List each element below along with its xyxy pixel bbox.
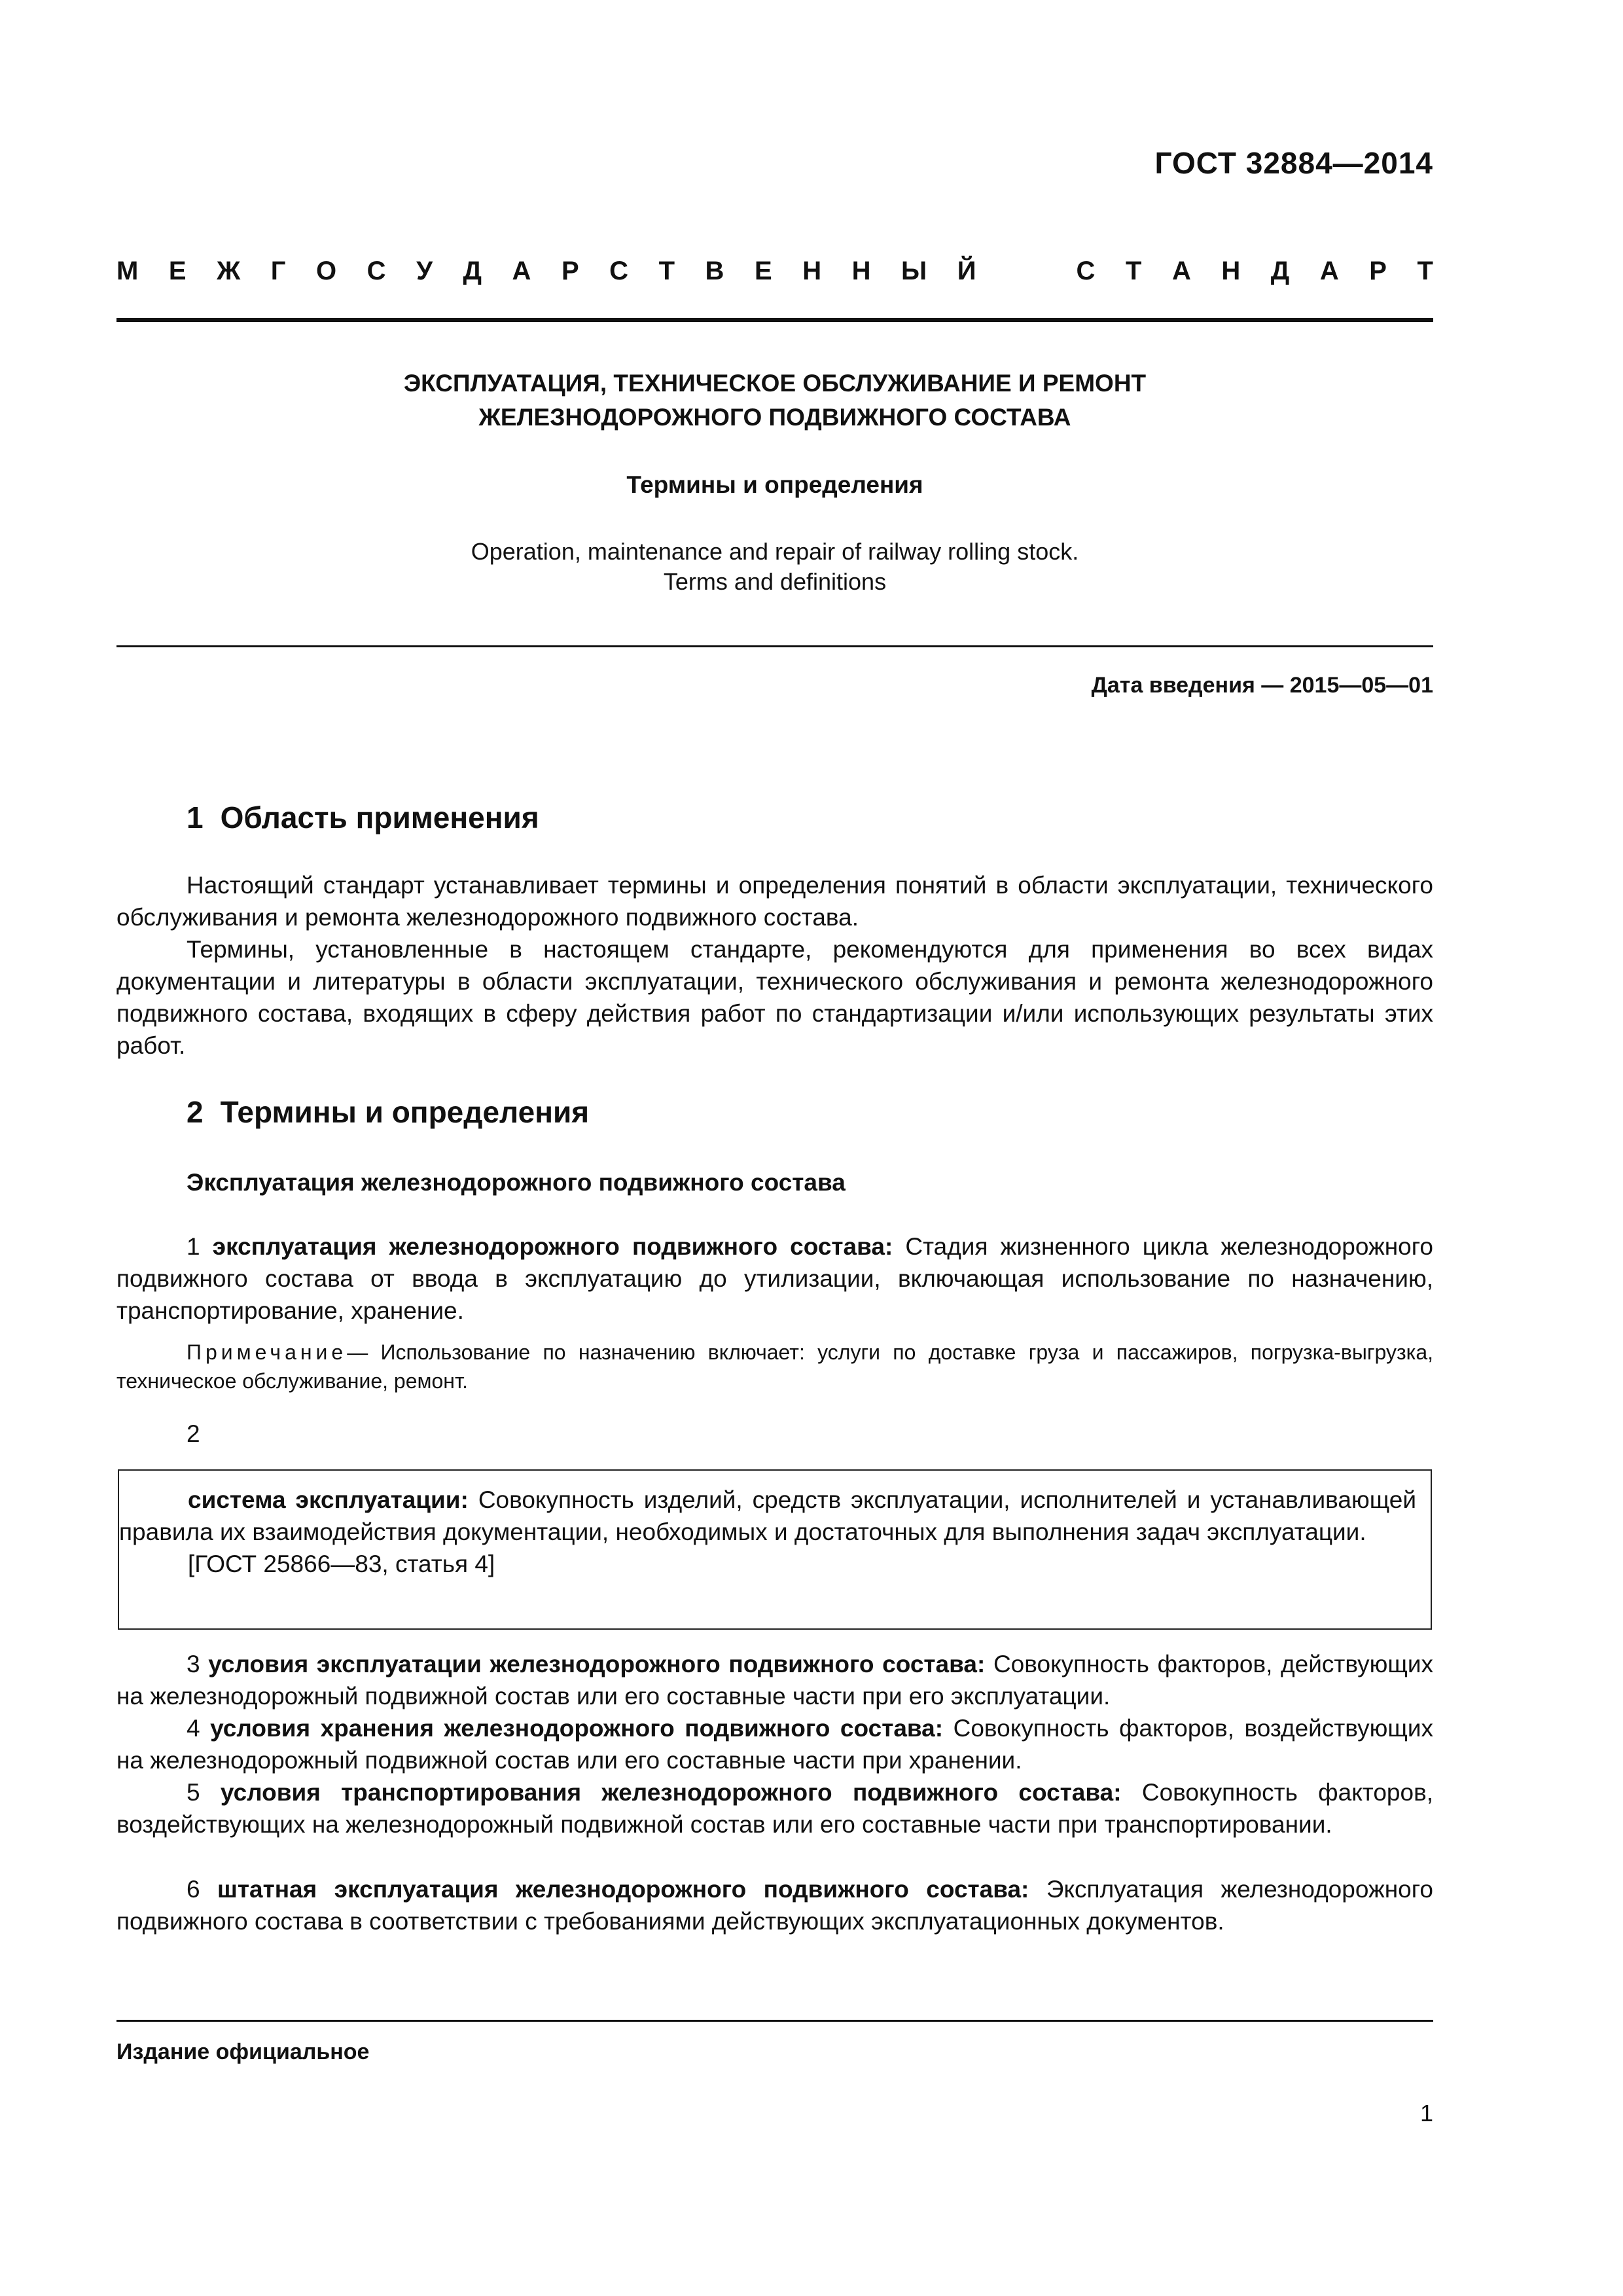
- term-entry-1: [116, 1230, 1433, 1327]
- interstate-letter: Н: [1221, 257, 1241, 285]
- interstate-letter: Т: [1417, 257, 1433, 285]
- term-reference: [ГОСТ 25866—83, статья 4]: [188, 1551, 495, 1577]
- section-title: Область применения: [220, 800, 539, 834]
- term-definition: Совокупность изделий, средств эксплуатации, исполнителей и устанавливающей правила их взаимодействия документации, необходимых и достаточных для выполнения задач эксплуатации.: [119, 1486, 1417, 1545]
- interstate-letter: Т: [658, 257, 675, 285]
- word-gap: [1007, 257, 1046, 286]
- term-name: штатная эксплуатация железнодорожного подвижного состава:: [217, 1876, 1029, 1903]
- english-title-line-2: Terms and definitions: [663, 568, 887, 595]
- english-title: [116, 537, 1433, 597]
- interstate-letter: Н: [802, 257, 822, 285]
- interstate-letter: О: [315, 257, 337, 285]
- interstate-letter: Н: [851, 257, 871, 285]
- term-number: 6: [187, 1876, 200, 1903]
- term-entry-2: [119, 1484, 1416, 1548]
- term-definition: Совокупность факторов, воздействующих на железнодорожный подвижной состав или его составные части при хранении.: [116, 1715, 1433, 1774]
- date-of-introduction: Дата введения — 2015—05—01: [1091, 673, 1433, 698]
- term-number: 3: [187, 1651, 200, 1677]
- interstate-letter: С: [609, 257, 629, 285]
- title-line-1: ЭКСПЛУАТАЦИЯ, ТЕХНИЧЕСКОЕ ОБСЛУЖИВАНИЕ И РЕМОНТ: [403, 370, 1147, 397]
- header-divider: [116, 318, 1433, 322]
- term-definition: Совокупность факторов, действующих на железнодорожный подвижной состав или его составные части при его эксплуатации.: [116, 1651, 1434, 1710]
- title-divider: [116, 645, 1433, 647]
- section-2-heading: [187, 1094, 589, 1130]
- note: [116, 1338, 1433, 1395]
- footer-divider: [116, 2020, 1433, 2022]
- term-entry-6: [116, 1873, 1433, 1937]
- document-subtitle: Термины и определения: [626, 471, 923, 498]
- term-entry-3: [116, 1648, 1433, 1712]
- term-definition: Стадия жизненного цикла железнодорожного подвижного состава от ввода в эксплуатацию до утилизации, включающая использование по назначению, транспортирование, хранение.: [116, 1233, 1433, 1324]
- term-name: условия эксплуатации железнодорожного подвижного состава:: [208, 1651, 986, 1677]
- interstate-letter: А: [1171, 257, 1191, 285]
- subsection-heading: Эксплуатация железнодорожного подвижного состава: [187, 1169, 846, 1196]
- term-number: 1: [187, 1233, 200, 1260]
- interstate-letter: Е: [168, 257, 187, 285]
- interstate-letter: С: [366, 257, 386, 285]
- term-definition: Эксплуатация железнодорожного подвижного состава в соответствии с требованиями действующих эксплуатационных документов.: [116, 1876, 1434, 1935]
- interstate-letter: С: [1076, 257, 1096, 285]
- interstate-letter: Й: [957, 257, 976, 285]
- interstate-letter: Р: [1369, 257, 1387, 285]
- note-label: Примечание: [187, 1340, 348, 1364]
- interstate-letter: Г: [270, 257, 286, 285]
- interstate-letter: В: [705, 257, 724, 285]
- interstate-letter: Д: [1270, 257, 1290, 285]
- term-name: условия хранения железнодорожного подвижного состава:: [210, 1715, 944, 1742]
- term-name: эксплуатация железнодорожного подвижного состава:: [212, 1233, 893, 1260]
- document-title: [116, 367, 1433, 435]
- term-number-2: 2: [187, 1420, 200, 1447]
- gost-number: ГОСТ 32884—2014: [1154, 146, 1433, 180]
- section-1-paragraph-1: Настоящий стандарт устанавливает термины и определения понятий в области эксплуатации, технического обслуживания и ремонта железнодорожного подвижного состава.: [116, 872, 1433, 931]
- section-number: 1: [187, 800, 204, 834]
- term-name: условия транспортирования железнодорожного подвижного состава:: [220, 1779, 1122, 1806]
- interstate-letter: У: [416, 257, 433, 285]
- interstate-letter: Т: [1125, 257, 1142, 285]
- interstate-letter: М: [116, 257, 139, 285]
- term-definition: Совокупность факторов, воздействующих на железнодорожный подвижной состав или его составные части при транспортировании.: [116, 1779, 1434, 1838]
- official-edition-label: Издание официальное: [116, 2039, 370, 2064]
- quoted-term-box: [118, 1469, 1432, 1630]
- section-1-paragraph-2: Термины, установленные в настоящем стандарте, рекомендуются для применения во всех видах документации и литературы в области эксплуатации, технического обслуживания и ремонта железнодорожного подвижного состава, входящих в сферу действия работ по стандартизации и/или использующих результаты этих работ.: [116, 936, 1433, 1059]
- note-text: — Использование по назначению включает: услуги по доставке груза и пассажиров, погрузка-выгрузка, техническое обслуживание, ремонт.: [116, 1340, 1433, 1393]
- interstate-letter: Е: [754, 257, 772, 285]
- interstate-letter: Д: [463, 257, 482, 285]
- interstate-letter: А: [1319, 257, 1339, 285]
- interstate-letter: Р: [561, 257, 579, 285]
- section-1-heading: [187, 800, 539, 835]
- page-number: 1: [1419, 2100, 1433, 2126]
- interstate-letter: Ж: [217, 257, 241, 285]
- section-number: 2: [187, 1095, 204, 1129]
- term-entry-5: [116, 1776, 1433, 1840]
- term-name: система эксплуатации:: [188, 1486, 469, 1513]
- term-entry-4: [116, 1712, 1433, 1776]
- interstate-letter: Ы: [901, 257, 927, 285]
- term-number: 4: [187, 1715, 200, 1742]
- section-title: Термины и определения: [220, 1095, 590, 1129]
- interstate-standard-heading: [116, 257, 1433, 286]
- english-title-line-1: Operation, maintenance and repair of railway rolling stock.: [471, 538, 1079, 565]
- interstate-letter: А: [512, 257, 531, 285]
- title-line-2: ЖЕЛЕЗНОДОРОЖНОГО ПОДВИЖНОГО СОСТАВА: [478, 404, 1071, 431]
- term-number: 5: [187, 1779, 200, 1806]
